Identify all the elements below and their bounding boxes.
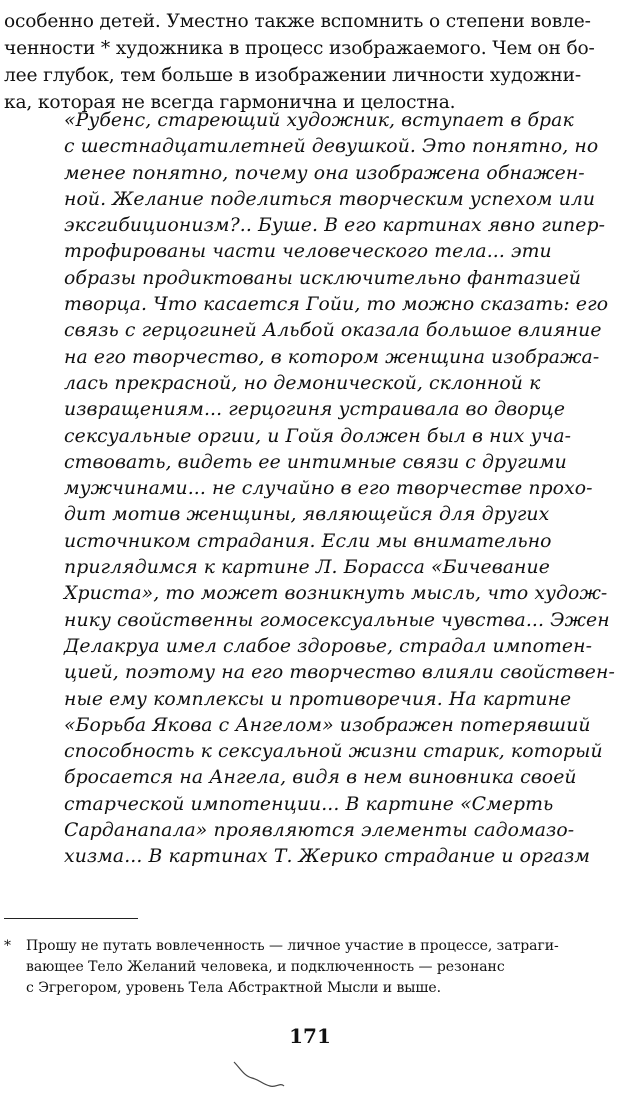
quote-line: трофированы части человеческого тела... эти	[64, 241, 552, 263]
footnote-divider	[4, 918, 138, 919]
footnote-line	[4, 978, 616, 999]
footnote-line	[4, 936, 616, 957]
body-line: ченности * художника в процесс изображаемого. Чем он бо-	[4, 38, 595, 59]
quote-line: ные ему комплексы и противоречия. На картине	[64, 688, 572, 710]
body-paragraph	[4, 8, 616, 116]
footnote-line	[4, 957, 616, 978]
body-line: особенно детей. Уместно также вспомнить о степени вовле-	[4, 11, 591, 32]
quote-line: извращениям... герцогиня устраивала во дворце	[64, 399, 566, 421]
quote-line: Делакруа имел слабое здоровье, страдал импотен-	[64, 635, 593, 657]
footnote-text: с Эгрегором, уровень Тела Абстрактной Мысли и выше.	[26, 980, 442, 996]
footnote-text: вающее Тело Желаний человека, и подключенность — резонанс	[26, 959, 505, 975]
footnote-marker: *	[4, 938, 11, 954]
quote-line: «Рубенс, стареющий художник, вступает в брак	[64, 110, 574, 131]
quote-line: ной. Желание поделиться творческим успехом или	[64, 188, 596, 210]
quote-line: хизма... В картинах Т. Жерико страдание и оргазм	[64, 846, 591, 868]
quote-line: Сарданапала» проявляются элементы садомазо-	[64, 820, 575, 842]
quote-line: «Борьба Якова с Ангелом» изображен потерявший	[64, 714, 591, 736]
quote-line: на его творчество, в котором женщина изобража-	[64, 346, 600, 368]
pencil-mark	[230, 1058, 290, 1092]
quote-line: нику свойственны гомосексуальные чувства... Эжен	[64, 609, 610, 631]
quote-line: связь с герцогиней Альбой оказала большое влияние	[64, 320, 602, 342]
quote-line: ствовать, видеть ее интимные связи с другими	[64, 451, 567, 473]
quote-line: с шестнадцатилетней девушкой. Это понятно, но	[64, 136, 599, 158]
quote-line: приглядимся к картине Л. Борасса «Бичевание	[64, 557, 550, 579]
footnote-text: Прошу не путать вовлеченность — личное участие в процессе, затраги-	[26, 938, 559, 954]
quote-line: творца. Что касается Гойи, то можно сказать: его	[64, 294, 609, 316]
quote-line: эксгибиционизм?.. Буше. В его картинах явно гипер-	[64, 215, 606, 237]
page-number: 171	[289, 1024, 331, 1048]
quote-line: старческой импотенции... В картине «Смерть	[64, 793, 554, 815]
quote-line: дит мотив женщины, являющейся для других	[64, 504, 550, 526]
quote-line: сексуальные оргии, и Гойя должен был в них уча-	[64, 425, 572, 447]
quote-line: способность к сексуальной жизни старик, который	[64, 741, 603, 763]
footnote	[4, 936, 616, 999]
block-quote	[64, 108, 614, 871]
quote-line: менее понятно, почему она изображена обнажен-	[64, 162, 585, 184]
quote-line: мужчинами... не случайно в его творчестве прохо-	[64, 478, 593, 500]
quote-line: источником страдания. Если мы внимательно	[64, 530, 552, 552]
quote-line: образы продиктованы исключительно фантазией	[64, 267, 582, 289]
quote-line: лась прекрасной, но демонической, склонной к	[64, 372, 541, 394]
quote-line: цией, поэтому на его творчество влияли свойствен-	[64, 662, 615, 684]
quote-line: бросается на Ангела, видя в нем виновника своей	[64, 767, 577, 789]
quote-line: Христа», то может возникнуть мысль, что худож-	[64, 583, 608, 605]
body-line: лее глубок, тем больше в изображении личности художни-	[4, 65, 581, 86]
body-line: ка, которая не всегда гармонична и целостна.	[4, 92, 456, 113]
